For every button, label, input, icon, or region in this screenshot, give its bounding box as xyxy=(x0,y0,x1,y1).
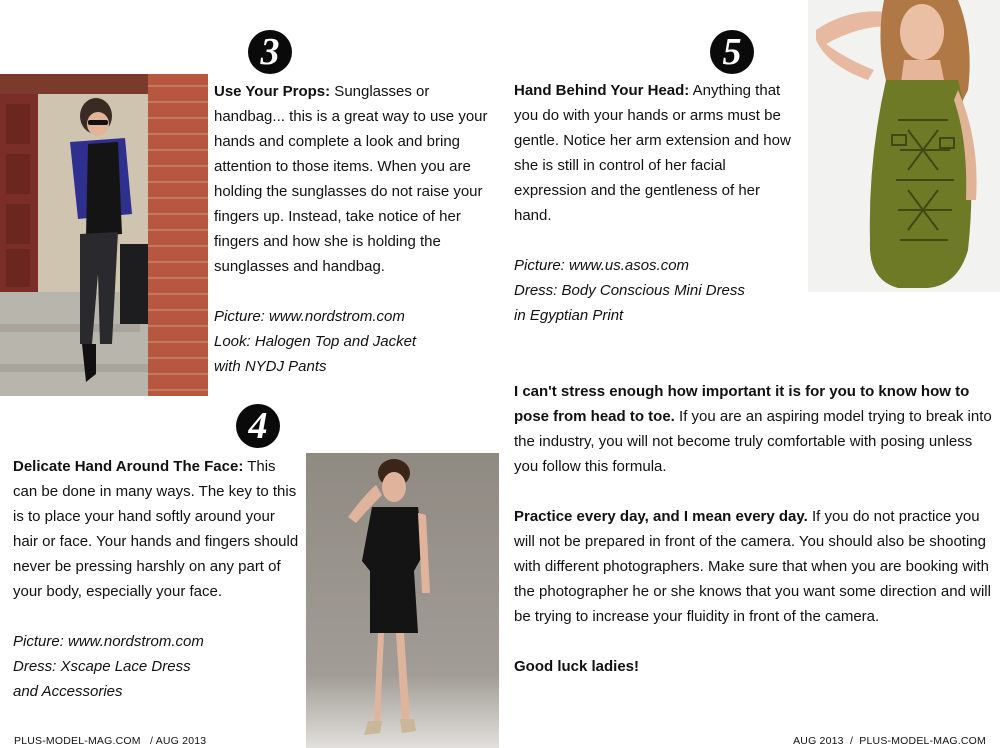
closing-paragraph-1 xyxy=(514,379,992,479)
photo-woman-blue-jacket-image xyxy=(0,74,208,396)
photo-delicate-hand xyxy=(306,453,499,748)
closing-text xyxy=(514,379,992,679)
closing-paragraph-1-rest: If you are an aspiring model trying to break into the industry, you will not become truly comfortable with posing unless you follow this formula. xyxy=(514,408,992,475)
section-3-credit-look: Look: Halogen Top and Jacket xyxy=(214,333,417,350)
closing-paragraph-2 xyxy=(514,504,992,629)
footer-right: AUG 2013 / PLUS-MODEL-MAG.COM xyxy=(793,735,986,747)
section-4-credit-dress-cont: and Accessories xyxy=(13,683,123,700)
closing-paragraph-3 xyxy=(514,654,992,679)
section-5-credit-picture: Picture: www.us.asos.com xyxy=(514,257,690,274)
section-5-paragraph xyxy=(514,78,799,228)
section-4-credit-dress: Dress: Xscape Lace Dress xyxy=(13,658,191,675)
closing-paragraph-2-rest: If you do not practice you will not be prepared in front of the camera. You should also be shooting with different photographers. Make sure that when you are booking with the photographer he or she knows that you want some direction and will be trying to increase your fluidity in front of the camera. xyxy=(514,508,991,625)
section-3-paragraph xyxy=(214,79,489,279)
closing-signoff: Good luck ladies! xyxy=(514,658,640,675)
section-number-4-badge: 4 xyxy=(236,404,280,448)
section-5-text xyxy=(514,78,799,328)
section-3-heading: Use Your Props: xyxy=(214,83,331,100)
photo-woman-green-dress-image xyxy=(808,0,1000,292)
section-3-body: Sunglasses or handbag... this is a great way to use your hands and complete a look and bring attention to those items. When you are holding the sunglasses do not raise your fingers up. Instead, take notice of her fingers and how she is holding the sunglasses and handbag. xyxy=(214,83,488,275)
photo-use-your-props xyxy=(0,74,208,396)
section-3-credit-picture: Picture: www.nordstrom.com xyxy=(214,308,405,325)
closing-paragraph-1-bold: I can't stress enough how important it is for you to know how to pose from head to toe. xyxy=(514,383,970,425)
section-4-credit-picture: Picture: www.nordstrom.com xyxy=(13,633,204,650)
footer-left: PLUS-MODEL-MAG.COM / AUG 2013 xyxy=(14,735,207,747)
section-4-heading: Delicate Hand Around The Face: xyxy=(13,458,244,475)
section-4-body: This can be done in many ways. The key to this is to place your hand softly around your hair or face. Your hands and fingers should never be pressing harshly on any part of your body, especially your face. xyxy=(13,458,299,600)
section-3-text xyxy=(214,79,489,379)
section-5-credit-dress: Dress: Body Conscious Mini Dress xyxy=(514,282,745,299)
photo-hand-behind-head xyxy=(808,0,1000,292)
section-5-body: Anything that you do with your hands or arms must be gentle. Notice her arm extension and how she is still in control of her facial expression and the gentleness of her hand. xyxy=(514,82,791,224)
section-3-credit-look-cont: with NYDJ Pants xyxy=(214,358,327,375)
photo-woman-black-dress-image xyxy=(306,453,499,748)
section-number-3-badge: 3 xyxy=(248,30,292,74)
section-4-paragraph xyxy=(13,454,303,604)
section-5-credit-dress-cont: in Egyptian Print xyxy=(514,307,624,324)
closing-paragraph-2-bold: Practice every day, and I mean every day. xyxy=(514,508,808,525)
section-number-5-badge: 5 xyxy=(710,30,754,74)
section-5-heading: Hand Behind Your Head: xyxy=(514,82,690,99)
section-4-text xyxy=(13,454,303,704)
